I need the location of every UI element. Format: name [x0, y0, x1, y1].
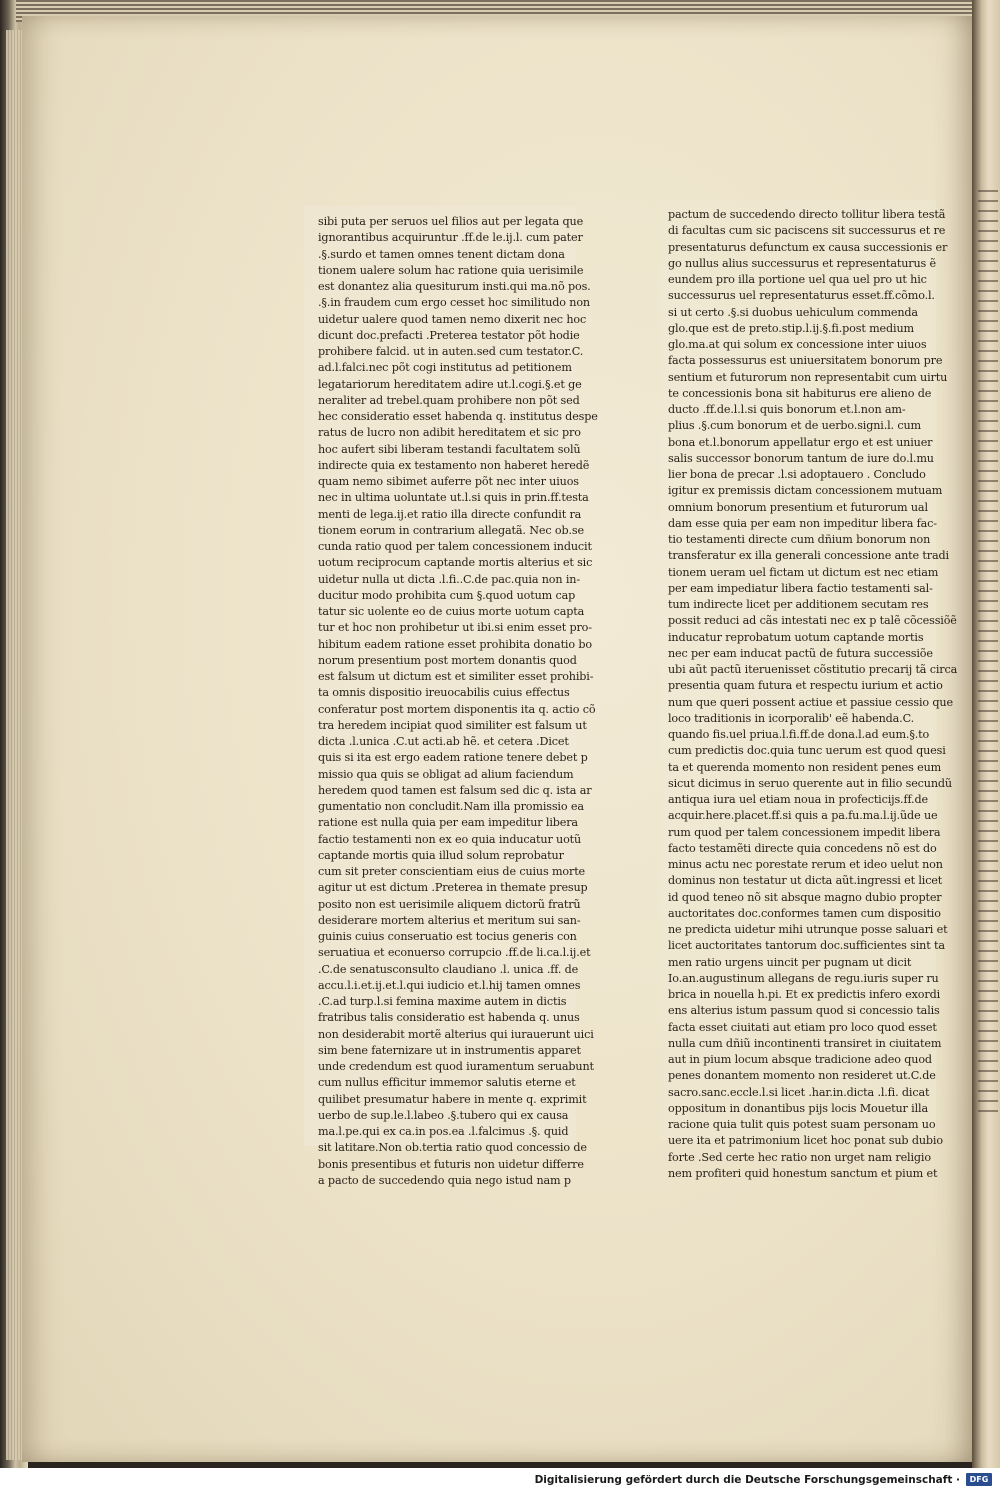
text-line: est falsum ut dictum est et similiter esset prohibi-: [318, 670, 594, 683]
text-line: eundem pro illa portione uel qua uel pro ut hic: [668, 273, 927, 286]
text-line: tatur sic uolente eo de cuius morte uotum capta: [318, 605, 585, 618]
dfg-logo-icon: DFG: [966, 1473, 992, 1486]
text-line: cum sit preter conscientiam eius de cuius morte: [318, 865, 586, 878]
text-line: cum predictis doc.quia tunc uerum est quod quesi: [668, 744, 946, 758]
text-line: men ratio urgens uincit per pugnam ut dicit: [668, 955, 912, 969]
text-line: guinis cuius conseruatio est tocius generis con: [318, 930, 577, 943]
text-line: ratione est nulla quia per eam impeditur libera: [318, 816, 578, 830]
text-line: conferatur post mortem disponentis ita q. actio cõ: [318, 702, 596, 716]
text-line: tum indirecte licet per additionem secutam res: [668, 598, 929, 611]
text-line: norum presentium post mortem donantis quod: [318, 653, 577, 667]
text-line: sacro.sanc.eccle.l.si licet .har.in.dicta .l.fi. dicat: [668, 1085, 930, 1099]
text-line: facta esset ciuitati aut etiam pro loco quod esset: [668, 1020, 937, 1034]
text-line: lier bona de precar .l.si adoptauero . Concludo: [668, 468, 926, 481]
text-line: a pacto de succedendo quia nego istud nam p: [318, 1173, 571, 1187]
footer-credit-text: Digitalisierung gefördert durch die Deutsche Forschungsgemeinschaft ·: [534, 1473, 960, 1486]
text-line: hoc aufert sibi liberam testandi facultatem solũ: [318, 442, 581, 456]
text-line: go nullus alius successurus et representaturus ẽ: [668, 256, 936, 270]
text-line: cum nullus efficitur immemor salutis eterne et: [318, 1076, 576, 1090]
text-line: agitur ut est dictum .Preterea in themate presup: [318, 881, 588, 895]
text-line: si ut certo .§.si duobus uehiculum commenda: [668, 305, 918, 319]
text-line: ad.l.falci.nec põt cogi institutus ad petitionem: [318, 361, 572, 375]
text-line: nem profiteri quid honestum sanctum et pium et: [668, 1166, 938, 1180]
text-line: neraliter ad trebel.quam prohibere non põt sed: [318, 393, 580, 407]
text-line: glo.que est de preto.stip.l.ij.§.fi.post medium: [668, 321, 914, 335]
text-line: heredem quod tamen est falsum sed dic q. ista ar: [318, 783, 592, 797]
text-line: dam esse quia per eam non impeditur libera fac-: [668, 516, 937, 530]
text-line: rum quod per talem concessionem impedit libera: [668, 825, 941, 839]
text-line: quilibet presumatur habere in mente q. exprimit: [318, 1092, 587, 1106]
text-line: salis successor bonorum tantum de iure do.l.mu: [668, 451, 934, 465]
text-line: bonis presentibus et futuris non uidetur differre: [318, 1157, 584, 1171]
text-line: possit reduci ad cãs intestati nec ex p talẽ cõcessiõẽ: [668, 614, 957, 628]
text-line: tionem eorum in contrarium allegatã. Nec ob.se: [318, 523, 584, 537]
text-line: ma.l.pe.qui ex ca.in pos.ea .l.falcimus .§. quid: [318, 1125, 569, 1138]
text-line: hibitum eadem ratione esset prohibita donatio bo: [318, 637, 592, 651]
text-line: sicut dicimus in seruo querente aut in filio secundũ: [668, 776, 952, 790]
text-line: captande mortis quia illud solum reprobatur: [318, 848, 564, 862]
text-line: uidetur ualere quod tamen nemo dixerit nec hoc: [318, 312, 587, 326]
text-line: prohibere falcid. ut in auten.sed cum testator.C.: [318, 345, 584, 358]
text-line: acquir.here.placet.ff.si quis a pa.fu.ma.l.ij.ũde ue: [668, 809, 938, 823]
text-line: uidetur nulla ut dicta .l.fi..C.de pac.quia non in-: [318, 572, 580, 586]
text-line: presentia quam futura et respectu iurium et actio: [668, 679, 943, 693]
text-line: .§.in fraudem cum ergo cesset hoc similitudo non: [318, 296, 590, 310]
text-line: tionem ualere solum hac ratione quia uerisimile: [318, 263, 584, 277]
text-line: posito non est uerisimile aliquem dictorũ fratrũ: [318, 897, 581, 911]
text-line: plius .§.cum bonorum et de uerbo.signi.l. cum: [668, 419, 921, 433]
text-line: bona et.l.bonorum appellatur ergo et est uniuer: [668, 435, 933, 449]
text-line: .C.de senatusconsulto claudiano .l. unica .ff. de: [318, 962, 579, 976]
text-line: fratribus talis consideratio est habenda q. unus: [318, 1011, 580, 1025]
text-line: quando fis.uel priua.l.fi.ff.de dona.l.ad eum.§.to: [668, 728, 930, 741]
text-line: tionem ueram uel fictam ut dictum est nec etiam: [668, 565, 939, 579]
text-line: .§.surdo et tamen omnes tenent dictam dona: [318, 247, 565, 261]
text-line: ratus de lucro non adibit hereditatem et sic pro: [318, 426, 581, 440]
text-line: nec per eam inducat pactũ de futura successiõe: [668, 646, 933, 660]
text-line: uotum reciprocum captande mortis alterius et sic: [318, 556, 593, 570]
text-line: hec consideratio esset habenda q. institutus despe: [318, 410, 598, 423]
right-page-text-fragment: [978, 190, 998, 1120]
text-line: te concessionis bona sit habiturus ere alieno de: [668, 386, 932, 400]
text-line: non desiderabit mortẽ alterius qui iurauerunt uici: [318, 1027, 594, 1041]
text-line: pactum de succedendo directo tollitur libera testã: [668, 208, 946, 221]
text-line: ta et querenda momento non resident penes eum: [668, 760, 942, 774]
text-line: aut in pium locum absque tradicione adeo quod: [668, 1053, 932, 1066]
text-line: Io.an.augustinum allegans de regu.iuris super ru: [668, 971, 939, 985]
text-line: .C.ad turp.l.si femina maxime autem in dictis: [318, 995, 567, 1008]
text-line: sit latitare.Non ob.tertia ratio quod concessio de: [318, 1141, 587, 1155]
text-line: tur et hoc non prohibetur ut ibi.si enim esset pro-: [318, 621, 592, 635]
text-line: sim bene faternizare ut in instrumentis apparet: [318, 1043, 581, 1057]
text-line: menti de lega.ij.et ratio illa directe confundit ra: [318, 507, 582, 521]
left-text-column: [318, 214, 598, 1189]
text-line: legatariorum hereditatem adire ut.l.cogi.§.et ge: [318, 377, 582, 391]
text-line: presentaturus defunctum ex causa successionis er: [668, 240, 948, 254]
text-line: forte .Sed certe hec ratio non urget nam religio: [668, 1150, 931, 1164]
text-line: successurus uel representaturus esset.ff.cõmo.l.: [668, 289, 935, 303]
text-line: quam nemo sibimet auferre põt nec inter uiuos: [318, 475, 579, 488]
digitization-footer: [0, 1468, 1000, 1491]
text-line: ne predicta uidetur mihi utrunque posse saluari et: [668, 923, 948, 936]
text-line: indirecte quia ex testamento non haberet heredẽ: [318, 458, 590, 472]
text-line: auctoritates doc.conformes tamen cum dispositio: [668, 906, 941, 920]
text-line: glo.ma.at qui solum ex concessione inter uiuos: [668, 338, 927, 351]
text-line: antiqua iura uel etiam noua in profecticijs.ff.de: [668, 793, 928, 806]
text-line: quis si ita est ergo eadem ratione tenere debet p: [318, 751, 588, 765]
text-line: sentium et futurorum non representabit cum uirtu: [668, 370, 948, 384]
text-line: ducitur modo prohibita cum §.quod uotum cap: [318, 588, 576, 602]
text-line: penes donantem momento non resideret ut.C.de: [668, 1069, 936, 1083]
text-line: inducatur reprobatum uotum captande mortis: [668, 630, 924, 644]
text-line: gumentatio non concludit.Nam illa promissio ea: [318, 800, 584, 813]
text-line: accu.l.i.et.ij.et.l.qui iudicio et.l.hij tamen omnes: [318, 978, 581, 992]
text-line: factio testamenti non ex eo quia inducatur uotũ: [318, 832, 582, 846]
text-line: facto testamẽti directe quia concedens nõ est do: [668, 841, 937, 855]
text-line: unde credendum est quod iuramentum seruabunt: [318, 1060, 594, 1073]
text-line: transferatur ex illa generali concessione ante tradi: [668, 549, 949, 563]
text-line: ducto .ff.de.l.l.si quis bonorum et.l.non am-: [668, 403, 906, 416]
text-line: oppositum in donantibus pijs locis Mouetur illa: [668, 1101, 928, 1115]
text-line: tra heredem incipiat quod similiter est falsum ut: [318, 718, 587, 732]
text-line: missio qua quis se obligat ad alium faciendum: [318, 767, 574, 781]
text-line: facta possessurus est uniuersitatem bonorum pre: [668, 354, 943, 368]
text-line: ubi aũt pactũ iteruenisset cõstitutio precarij tã circa: [668, 663, 958, 676]
text-line: ens alterius istum passum quod si concessio talis: [668, 1004, 940, 1018]
text-line: omnium bonorum presentium et futurorum ual: [668, 500, 928, 514]
text-line: ignorantibus acquiruntur .ff.de le.ij.l. cum pater: [318, 231, 583, 245]
text-line: racione quia tulit quis potest suam personam uo: [668, 1118, 936, 1131]
text-line: tio testamenti directe cum dñium bonorum non: [668, 533, 931, 546]
text-line: est donantez alia quesiturum insti.qui ma.nõ pos.: [318, 280, 591, 293]
text-line: loco traditionis in icorporalib' eẽ habenda.C.: [668, 711, 915, 725]
text-line: dominus non testatur ut dicta aũt.ingressi et licet: [668, 874, 943, 888]
text-line: dicta .l.unica .C.ut acti.ab hẽ. et cetera .Dicet: [318, 735, 569, 748]
text-line: per eam impediatur libera factio testamenti sal-: [668, 581, 933, 595]
text-line: uerbo de sup.le.l.labeo .§.tubero qui ex causa: [318, 1108, 569, 1122]
text-line: nec in ultima uoluntate ut.l.si quis in prin.ff.testa: [318, 491, 589, 505]
text-line: brica in nouella h.pi. Et ex predictis infero exordi: [668, 988, 941, 1001]
text-line: minus actu nec porestate rerum et ideo uelut non: [668, 858, 943, 871]
text-line: ta omnis dispositio ireuocabilis cuius effectus: [318, 686, 570, 700]
text-line: sibi puta per seruos uel filios aut per legata que: [318, 215, 584, 228]
text-line: licet auctoritates tantorum doc.sufficientes sint ta: [668, 939, 945, 953]
text-line: dicunt doc.prefacti .Preterea testator põt hodie: [318, 328, 580, 342]
text-line: uere ita et patrimonium licet hoc ponat sub dubio: [668, 1134, 943, 1148]
text-line: id quod teneo nõ sit absque magno dubio propter: [668, 890, 942, 904]
text-line: cunda ratio quod per talem concessionem inducit: [318, 540, 592, 553]
text-line: num que queri possent actiue et passiue cessio que: [668, 695, 953, 709]
text-line: di facultas cum sic paciscens sit successurus et re: [668, 224, 946, 238]
text-line: igitur ex premissis dictam concessionem mutuam: [668, 484, 943, 498]
text-line: seruatiua et econuerso corrupcio .ff.de li.ca.l.ij.et: [318, 946, 591, 960]
right-text-column: [668, 207, 958, 1182]
text-line: nulla cum dñiũ incontinenti transiret in ciuitatem: [668, 1036, 942, 1050]
text-line: desiderare mortem alterius et meritum sui san-: [318, 913, 581, 927]
